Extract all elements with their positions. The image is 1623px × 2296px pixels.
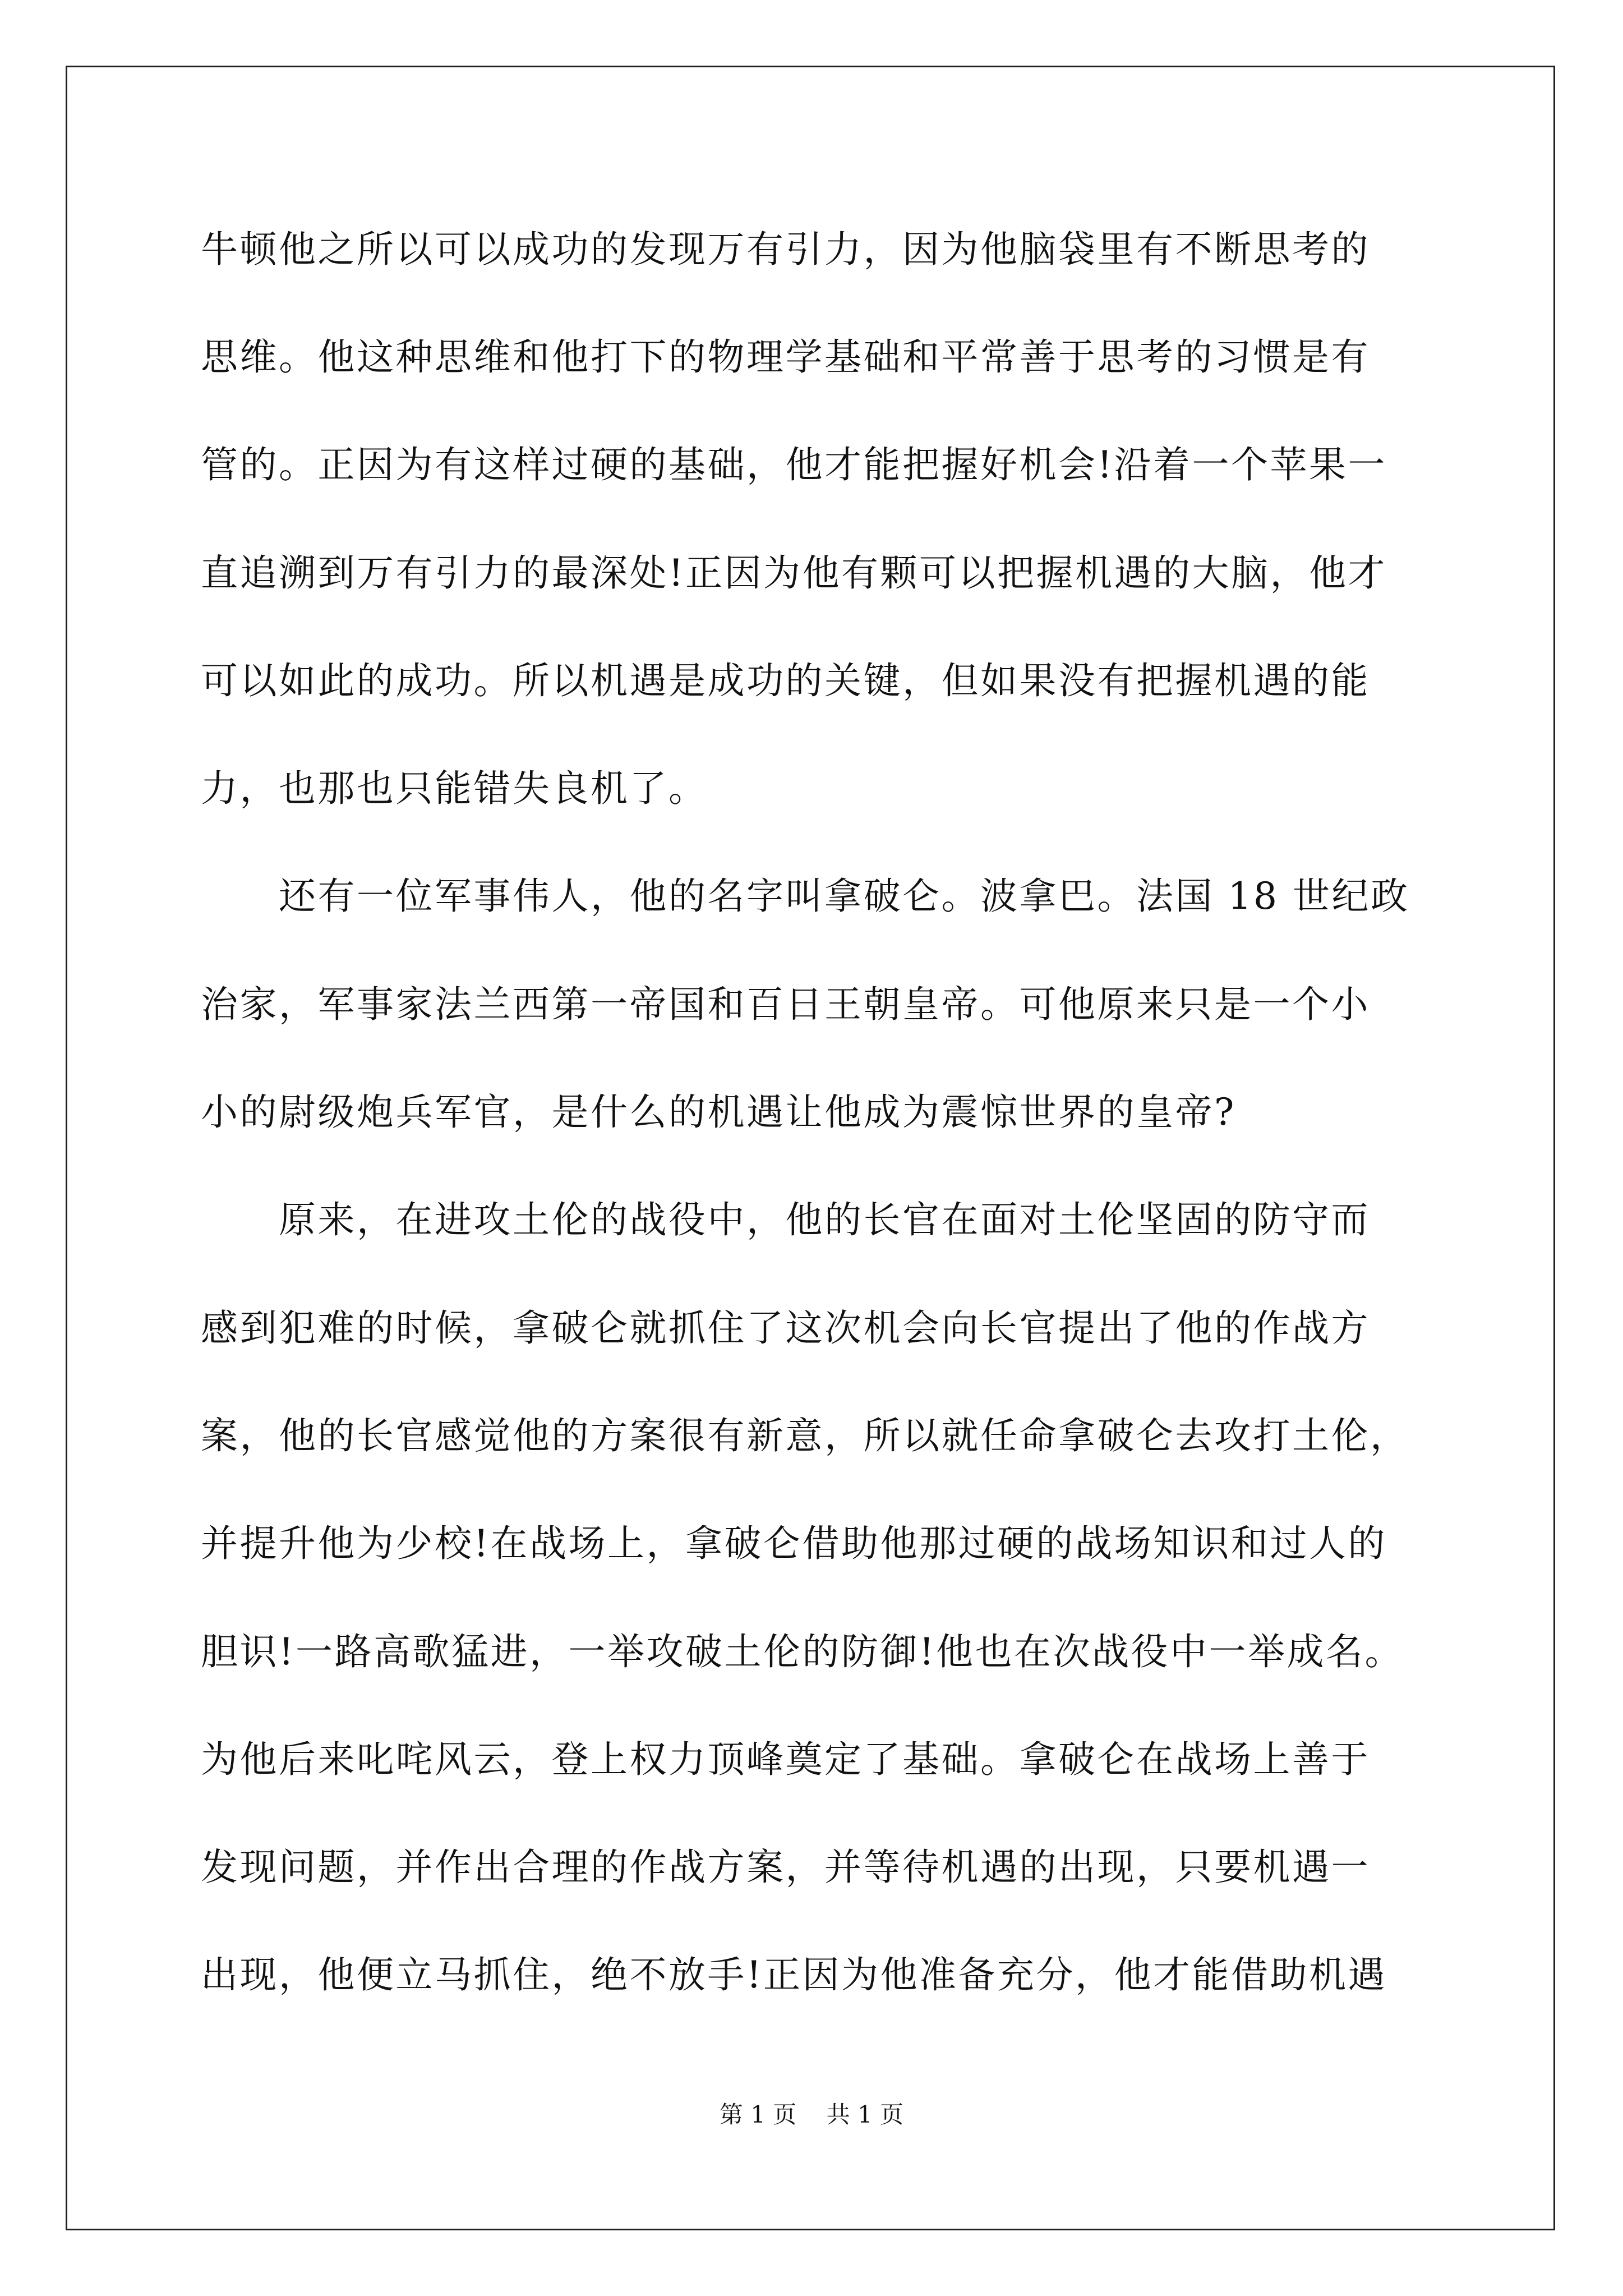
- text-line: 原来，在进攻土伦的战役中，他的长官在面对土伦坚固的防守而: [201, 1198, 1370, 1241]
- text-line: 发现问题，并作出合理的作战方案，并等待机遇的出现，只要机遇一: [201, 1846, 1370, 1889]
- text-line: 直追溯到万有引力的最深处!正因为他有颗可以把握机遇的大脑，他才: [201, 551, 1387, 595]
- text-line: 管的。正因为有这样过硬的基础，他才能把握好机会!沿着一个苹果一: [201, 443, 1387, 486]
- text-line: 小的尉级炮兵军官，是什么的机遇让他成为震惊世界的皇帝?: [201, 1091, 1236, 1134]
- text-line: 还有一位军事伟人，他的名字叫拿破仑。波拿巴。法国 18 世纪政: [201, 875, 1410, 918]
- text-line: 治家，军事家法兰西第一帝国和百日王朝皇帝。可他原来只是一个小: [201, 983, 1370, 1026]
- text-line: 为他后来叱咤风云，登上权力顶峰奠定了基础。拿破仑在战场上善于: [201, 1738, 1370, 1781]
- text-line: 可以如此的成功。所以机遇是成功的关键，但如果没有把握机遇的能: [201, 659, 1370, 702]
- page-number-footer: 第 1 页 共 1 页: [719, 2101, 904, 2128]
- text-line: 牛顿他之所以可以成功的发现万有引力，因为他脑袋里有不断思考的: [201, 228, 1370, 271]
- text-line: 感到犯难的时候，拿破仑就抓住了这次机会向长官提出了他的作战方: [201, 1306, 1370, 1350]
- text-line: 胆识!一路高歌猛进，一举攻破土伦的防御!他也在次战役中一举成名。: [201, 1630, 1404, 1673]
- text-line: 力，也那也只能错失良机了。: [201, 767, 708, 810]
- text-line: 思维。他这种思维和他打下的物理学基础和平常善于思考的习惯是有: [201, 335, 1370, 379]
- page-border: [66, 66, 1555, 2230]
- text-line: 并提升他为少校!在战场上，拿破仑借助他那过硬的战场知识和过人的: [201, 1522, 1387, 1565]
- text-line: 案，他的长官感觉他的方案很有新意，所以就任命拿破仑去攻打土伦，: [201, 1414, 1409, 1457]
- text-line: 出现，他便立马抓住，绝不放手!正因为他准备充分，他才能借助机遇: [201, 1953, 1387, 1996]
